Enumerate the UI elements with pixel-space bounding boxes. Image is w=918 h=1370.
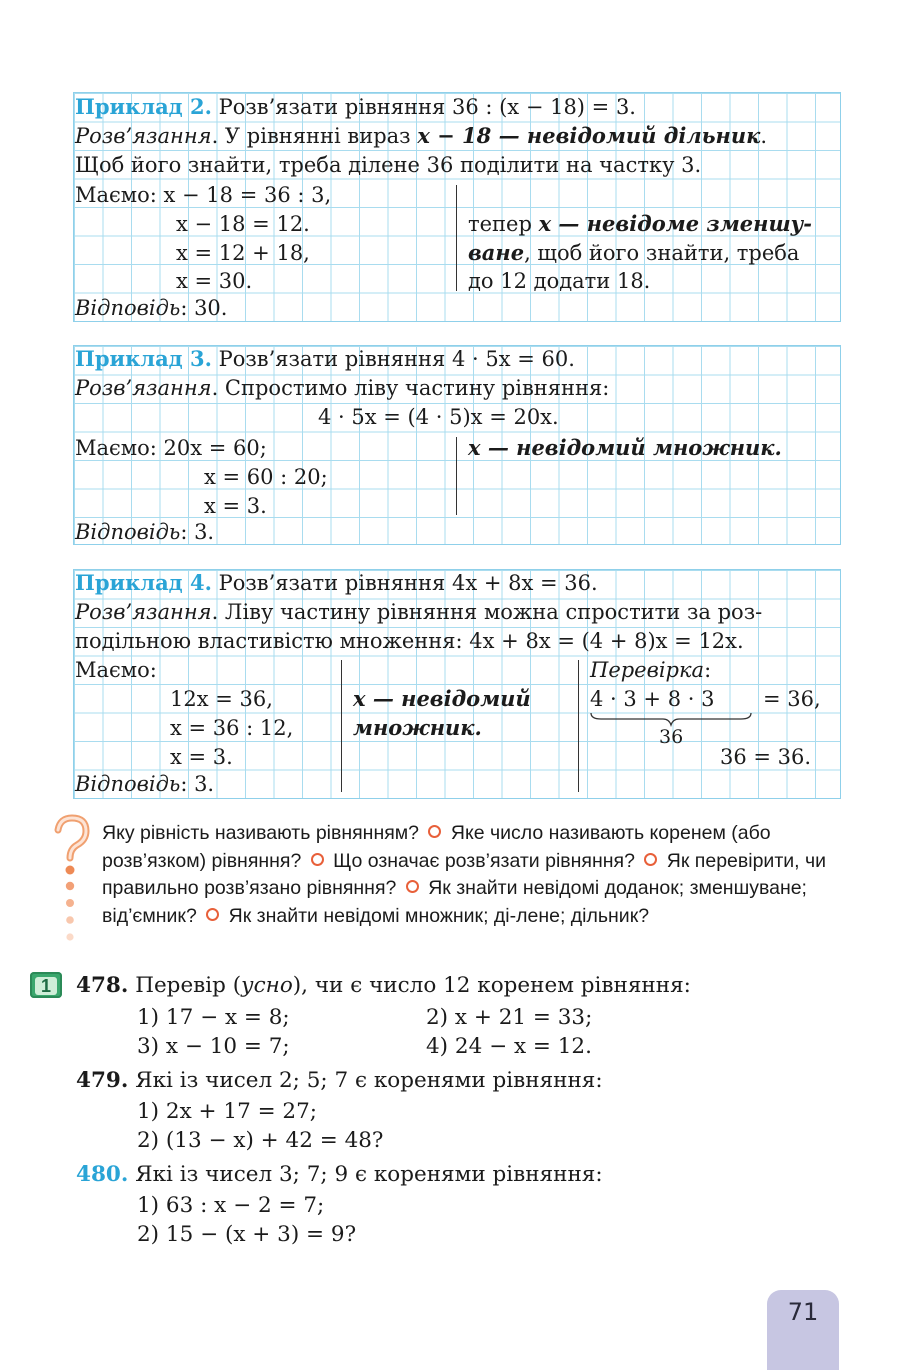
example-2-divider bbox=[456, 185, 457, 291]
bullet-circle-icon bbox=[206, 908, 219, 921]
exercise-480-item-2: 2) 15 − (x + 3) = 9? bbox=[137, 1222, 357, 1247]
example-4-check-expr: 4 · 3 + 8 · 3 bbox=[590, 687, 715, 711]
exercise-478-item-2: 2) x + 21 = 33; bbox=[426, 1005, 593, 1030]
answer-value: : 3. bbox=[180, 772, 215, 796]
exercise-479-text: Які із чисел 2; 5; 7 є коренями рівняння: bbox=[128, 1068, 603, 1093]
example-4-divider-2 bbox=[578, 660, 579, 792]
example-2-line-3: Щоб його знайти, треба ділене 36 поділити на частку 3. bbox=[75, 153, 702, 177]
example-2-note-2 bbox=[468, 239, 799, 267]
solution-text: . Спростимо ліву частину рівняння: bbox=[211, 376, 610, 400]
bullet-circle-icon bbox=[428, 825, 441, 838]
example-3-solution-line bbox=[75, 374, 609, 402]
exercise-478-item-3: 3) x − 10 = 7; bbox=[137, 1034, 290, 1059]
exercise-480-title bbox=[76, 1160, 603, 1189]
example-2-step-3: x = 12 + 18, bbox=[176, 241, 310, 265]
example-2-step-2: x − 18 = 12. bbox=[176, 212, 310, 236]
example-4-step-2: x = 36 : 12, bbox=[170, 716, 294, 740]
exercise-479-title bbox=[76, 1066, 603, 1095]
level-badge-value: 1 bbox=[35, 977, 57, 995]
example-2-title bbox=[75, 93, 636, 121]
bullet-circle-icon bbox=[644, 853, 657, 866]
example-3-answer bbox=[75, 518, 214, 546]
exercise-480-text: Які із чисел 3; 7; 9 є коренями рівняння: bbox=[128, 1162, 603, 1187]
page-number: 71 bbox=[787, 1298, 819, 1326]
example-3-note: x — невідомий множник. bbox=[468, 435, 782, 460]
level-badge bbox=[30, 972, 62, 998]
check-label: Перевірка bbox=[590, 658, 705, 682]
bullet-circle-icon bbox=[406, 880, 419, 893]
solution-end: . bbox=[760, 124, 768, 148]
note-text-2: , щоб його знайти, треба bbox=[524, 241, 800, 265]
example-3-task: Розв’язати рівняння 4 · 5x = 60. bbox=[211, 347, 575, 371]
solution-label: Розв’язання bbox=[75, 600, 212, 624]
example-4-line-3: подільною властивістю множення: 4x + 8x = (4 + 8)x = 12x. bbox=[75, 629, 744, 653]
exercise-478-title bbox=[76, 971, 691, 1000]
answer-label: Відповідь bbox=[75, 520, 181, 544]
example-4-check-final: 36 = 36. bbox=[720, 745, 812, 769]
question-1: Яку рівність називають рівнянням? bbox=[102, 822, 420, 844]
example-4-note-1: x — невідомий bbox=[353, 686, 531, 711]
example-3-title bbox=[75, 345, 575, 373]
question-5: Як знайти невідомі доданок; зменшуване; від’ємник? bbox=[102, 877, 807, 927]
example-2-answer bbox=[75, 294, 227, 322]
example-4-answer bbox=[75, 770, 214, 798]
solution-term: x − 18 — невідомий дільник bbox=[417, 123, 761, 148]
exercise-479-number: 479. bbox=[76, 1068, 129, 1093]
note-term: x — невідоме зменшу- bbox=[538, 211, 812, 236]
example-4-task: Розв’язати рівняння 4x + 8x = 36. bbox=[211, 571, 598, 595]
question-2: Яке число називають коренем (або розв’язком) рівняння? bbox=[102, 822, 771, 872]
solution-label: Розв’язання bbox=[75, 376, 212, 400]
example-4-note-2: множник. bbox=[353, 715, 482, 740]
question-3: Що означає розв’язати рівняння? bbox=[333, 849, 635, 872]
exercise-479-item-2: 2) (13 − x) + 42 = 48? bbox=[137, 1128, 384, 1153]
example-4-title bbox=[75, 569, 598, 597]
answer-value: : 30. bbox=[180, 296, 228, 320]
example-3-divider bbox=[456, 437, 457, 515]
exercise-478-number: 478. bbox=[76, 973, 129, 998]
example-4-label: Приклад 4. bbox=[75, 570, 212, 595]
example-2-solution-line bbox=[75, 122, 767, 150]
example-2-task: Розв’язати рівняння 36 : (x − 18) = 3. bbox=[211, 95, 636, 119]
example-4-check-label bbox=[590, 656, 711, 684]
example-3-simplify: 4 · 5x = (4 · 5)x = 20x. bbox=[318, 405, 559, 429]
example-4-solution-line bbox=[75, 598, 762, 626]
note-text: тепер bbox=[468, 212, 539, 236]
example-4-check-eq: = 36, bbox=[763, 687, 821, 711]
example-2-note-1 bbox=[468, 210, 812, 238]
review-questions bbox=[102, 820, 847, 930]
example-4-have: Маємо: bbox=[75, 658, 157, 682]
exercise-478-text-a: Перевір ( bbox=[128, 973, 242, 998]
question-mark-icon bbox=[50, 814, 92, 954]
exercise-478-oral: усно bbox=[241, 973, 293, 998]
example-2-label: Приклад 2. bbox=[75, 94, 212, 119]
question-4: Як перевірити, чи правильно розв’язано рівняння? bbox=[102, 849, 827, 899]
answer-label: Відповідь bbox=[75, 772, 181, 796]
example-2-note-3: до 12 додати 18. bbox=[468, 269, 651, 293]
bullet-circle-icon bbox=[311, 853, 324, 866]
answer-value: : 3. bbox=[180, 520, 215, 544]
example-4-step-3: x = 3. bbox=[170, 745, 233, 769]
example-3-step-3: x = 3. bbox=[204, 494, 267, 518]
example-4-brace-value: 36 bbox=[659, 726, 684, 748]
example-3-label: Приклад 3. bbox=[75, 346, 212, 371]
example-3-step-1: Маємо: 20x = 60; bbox=[75, 436, 267, 460]
note-term-end: ване bbox=[468, 240, 525, 265]
solution-label: Розв’язання bbox=[75, 124, 212, 148]
question-6: Як знайти невідомі множник; ді-лене; дільник? bbox=[228, 904, 650, 927]
exercise-478-item-4: 4) 24 − x = 12. bbox=[426, 1034, 592, 1059]
solution-text: . У рівнянні вираз bbox=[211, 124, 418, 148]
exercise-479-item-1: 1) 2x + 17 = 27; bbox=[137, 1099, 318, 1124]
example-2-step-1: Маємо: x − 18 = 36 : 3, bbox=[75, 183, 332, 207]
example-4-divider-1 bbox=[341, 660, 342, 792]
exercise-478-text-b: ), чи є число 12 коренем рівняння: bbox=[292, 973, 691, 998]
check-colon: : bbox=[704, 658, 712, 682]
exercise-480-item-1: 1) 63 : x − 2 = 7; bbox=[137, 1193, 325, 1218]
example-3-step-2: x = 60 : 20; bbox=[204, 465, 328, 489]
answer-label: Відповідь bbox=[75, 296, 181, 320]
exercise-478-item-1: 1) 17 − x = 8; bbox=[137, 1005, 290, 1030]
example-4-step-1: 12x = 36, bbox=[170, 687, 273, 711]
exercise-480-number: 480. bbox=[76, 1162, 129, 1187]
example-2-step-4: x = 30. bbox=[176, 269, 253, 293]
solution-text: . Ліву частину рівняння можна спростити за роз- bbox=[211, 600, 763, 624]
